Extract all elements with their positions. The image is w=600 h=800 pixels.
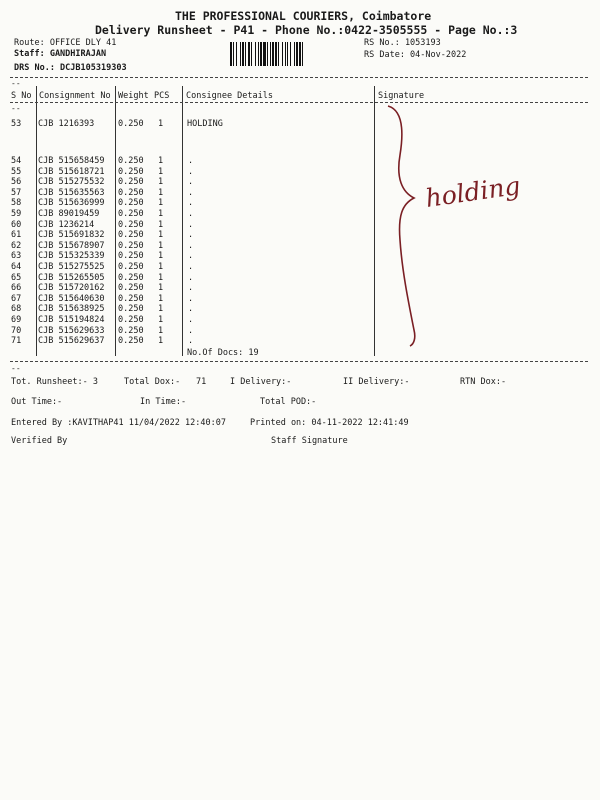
col-header-pcs: PCS (154, 91, 170, 101)
runsheet-title: Delivery Runsheet - P41 - Phone No.:0422-3505555 - Page No.:3 (95, 23, 518, 37)
row-weight: 0.250 (118, 262, 144, 272)
row-consignment: CJB 515658459 (38, 156, 105, 166)
row-pcs: 1 (158, 262, 164, 272)
row-marker: -- (11, 104, 21, 113)
row-consignment: CJB 515635563 (38, 187, 105, 198)
row-pcs: 1 (158, 187, 164, 198)
row-pcs: 1 (158, 293, 164, 304)
row-details: . (188, 315, 194, 325)
row-consignment: CJB 515636999 (38, 198, 105, 209)
row-details: . (188, 272, 194, 283)
row-pcs: 1 (158, 325, 164, 336)
row-weight: 0.250 (118, 156, 144, 166)
holding-consignment: CJB 1216393 (38, 119, 95, 129)
row-details: . (188, 262, 194, 272)
row-weight: 0.250 (118, 315, 144, 325)
row-consignment: CJB 515678907 (38, 240, 105, 251)
col-header-weight: Weight (118, 91, 149, 101)
row-pcs: 1 (158, 240, 164, 251)
row-pcs: 1 (158, 315, 164, 325)
i-delivery: I Delivery:- (230, 377, 292, 387)
row-details: . (188, 293, 194, 304)
row-consignment: CJB 515691832 (38, 230, 105, 241)
row-sno: 70 (11, 325, 22, 336)
row-consignment: CJB 1236214 (38, 219, 95, 230)
col-header-consignment: Consignment No (39, 91, 111, 101)
row-details: . (188, 230, 194, 241)
row-details: . (188, 156, 194, 166)
row-sno: 69 (11, 315, 22, 325)
company-name: THE PROFESSIONAL COURIERS, Coimbatore (175, 9, 432, 23)
row-pcs: 1 (158, 230, 164, 241)
row-weight: 0.250 (118, 230, 144, 241)
row-pcs: 1 (158, 272, 164, 283)
row-pcs: 1 (158, 283, 164, 294)
row-sno: 62 (11, 240, 22, 251)
col-header-consignee: Consignee Details (186, 91, 273, 101)
row-details: . (188, 283, 194, 294)
row-consignment: CJB 515640630 (38, 293, 105, 304)
row-weight: 0.250 (118, 209, 144, 219)
row-weight: 0.250 (118, 251, 144, 262)
no-of-docs: No.Of Docs: 19 (187, 348, 259, 358)
row-details: . (188, 304, 194, 315)
row-consignment: CJB 515325339 (38, 251, 105, 262)
out-time: Out Time:- (11, 397, 63, 407)
row-consignment: CJB 515720162 (38, 283, 105, 294)
row-sno: 59 (11, 209, 22, 219)
row-sno: 66 (11, 283, 22, 294)
total-dox-label: Total Dox:- (124, 377, 181, 387)
row-weight: 0.250 (118, 219, 144, 230)
row-pcs: 1 (158, 166, 164, 177)
row-weight: 0.250 (118, 272, 144, 283)
row-consignment: CJB 515629633 (38, 325, 105, 336)
row-weight: 0.250 (118, 198, 144, 209)
holding-weight: 0.250 (118, 119, 144, 129)
row-sno: 57 (11, 187, 22, 198)
row-sno: 64 (11, 262, 22, 272)
ii-delivery: II Delivery:- (343, 377, 410, 387)
row-pcs: 1 (158, 198, 164, 209)
verified-by: Verified By (11, 436, 68, 446)
col-divider (374, 86, 375, 356)
row-weight: 0.250 (118, 240, 144, 251)
row-sno: 68 (11, 304, 22, 315)
holding-pcs: 1 (158, 119, 164, 129)
handwritten-brace-icon (380, 100, 540, 350)
row-details: . (188, 198, 194, 209)
handwritten-note (422, 168, 522, 218)
row-details: . (188, 166, 194, 177)
row-sno: 63 (11, 251, 22, 262)
total-dox-value: 71 (196, 377, 207, 387)
row-details: . (188, 240, 194, 251)
row-consignment: CJB 515194824 (38, 315, 105, 325)
row-pcs: 1 (158, 209, 164, 219)
row-details: . (188, 325, 194, 336)
rs-number: RS No.: 1053193 (364, 38, 441, 48)
rtn-dox: RTN Dox:- (460, 377, 507, 387)
printed-on: Printed on: 04-11-2022 12:41:49 (250, 418, 409, 428)
row-details: . (188, 187, 194, 198)
col-divider (182, 86, 183, 356)
row-details: . (188, 177, 194, 188)
entered-by: Entered By :KAVITHAP41 11/04/2022 12:40:07 (11, 418, 226, 428)
row-details: . (188, 209, 194, 219)
rs-date: RS Date: 04-Nov-2022 (364, 50, 467, 60)
svg-text:holding: holding (423, 170, 522, 213)
row-sno: 61 (11, 230, 22, 241)
row-pcs: 1 (158, 336, 164, 347)
row-weight: 0.250 (118, 177, 144, 188)
tot-runsheet: Tot. Runsheet:- 3 (11, 377, 98, 387)
drs-number: DRS No.: DCJB105319303 (14, 63, 127, 73)
col-divider (36, 86, 37, 356)
row-consignment: CJB 515629637 (38, 336, 105, 347)
totals-marker: -- (11, 364, 21, 373)
top-marker: -- (11, 79, 21, 88)
row-consignment: CJB 89019459 (38, 209, 100, 219)
row-sno: 56 (11, 177, 22, 188)
row-pcs: 1 (158, 219, 164, 230)
row-sno: 65 (11, 272, 22, 283)
row-weight: 0.250 (118, 325, 144, 336)
row-pcs: 1 (158, 251, 164, 262)
row-pcs: 1 (158, 304, 164, 315)
row-consignment: CJB 515275525 (38, 262, 105, 272)
holding-sno: 53 (11, 119, 22, 129)
row-details: . (188, 336, 194, 347)
row-weight: 0.250 (118, 336, 144, 347)
col-header-sno: S No (11, 91, 32, 101)
row-weight: 0.250 (118, 283, 144, 294)
row-sno: 54 (11, 156, 22, 166)
in-time: In Time:- (140, 397, 187, 407)
table-bottom-divider (10, 361, 588, 362)
row-details: . (188, 251, 194, 262)
row-pcs: 1 (158, 156, 164, 166)
row-pcs: 1 (158, 177, 164, 188)
row-sno: 58 (11, 198, 22, 209)
top-divider (10, 77, 588, 78)
holding-details: HOLDING (187, 119, 223, 129)
row-consignment: CJB 515638925 (38, 304, 105, 315)
col-divider (115, 86, 116, 356)
col-header-signature: Signature (378, 91, 425, 101)
total-pod: Total POD:- (260, 397, 317, 407)
row-sno: 60 (11, 219, 22, 230)
row-weight: 0.250 (118, 293, 144, 304)
row-sno: 71 (11, 336, 22, 347)
staff-signature: Staff Signature (271, 436, 348, 446)
staff-label: Staff: GANDHIRAJAN (14, 49, 107, 59)
row-consignment: CJB 515265505 (38, 272, 105, 283)
row-consignment: CJB 515275532 (38, 177, 105, 188)
barcode-image (230, 42, 355, 66)
route-label: Route: OFFICE DLY 41 (14, 38, 117, 48)
row-sno: 67 (11, 293, 22, 304)
row-sno: 55 (11, 166, 22, 177)
row-weight: 0.250 (118, 187, 144, 198)
row-details: . (188, 219, 194, 230)
row-weight: 0.250 (118, 166, 144, 177)
row-consignment: CJB 515618721 (38, 166, 105, 177)
row-weight: 0.250 (118, 304, 144, 315)
